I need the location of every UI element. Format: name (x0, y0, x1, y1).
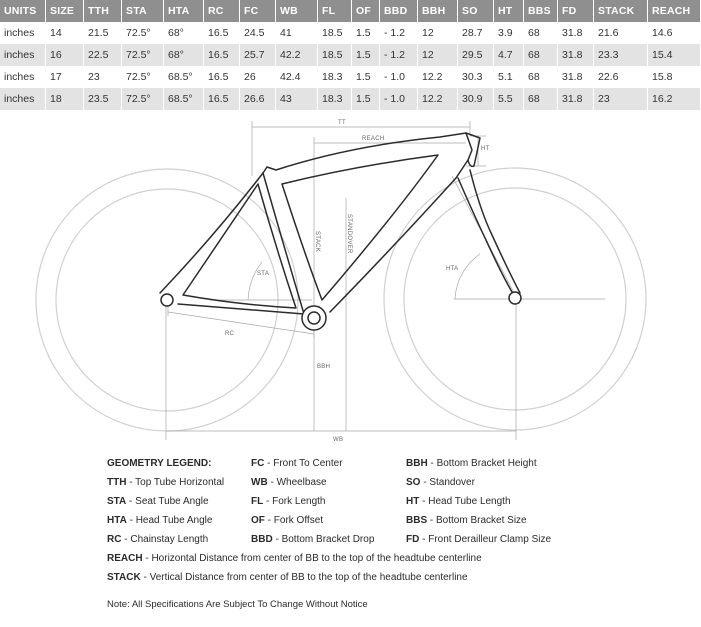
table-cell: 29.5 (458, 44, 494, 66)
table-cell: 15.4 (648, 44, 701, 66)
table-cell: 43 (276, 88, 318, 110)
legend-desc: Head Tube Angle (135, 515, 213, 526)
column-header: REACH (648, 0, 701, 22)
table-cell: 68.5° (164, 88, 204, 110)
legend-abbr: TTH (107, 477, 127, 488)
legend-separator: - (140, 572, 150, 583)
legend-item (406, 533, 551, 547)
legend-desc: Standover (429, 477, 475, 488)
legend-separator: - (264, 458, 274, 469)
table-cell: 16.5 (204, 88, 240, 110)
table-cell: 23.5 (84, 88, 122, 110)
legend-desc: Fork Length (272, 496, 326, 507)
label-wb: WB (333, 437, 344, 443)
legend-separator: - (267, 477, 277, 488)
column-header: BBD (380, 0, 418, 22)
legend-item (107, 495, 209, 509)
table-row (0, 88, 701, 110)
table-cell: 18.3 (318, 66, 352, 88)
legend-item (251, 514, 323, 528)
legend-abbr: HTA (107, 515, 127, 526)
legend-abbr: HT (406, 496, 420, 507)
legend-separator: - (264, 515, 274, 526)
legend-item (251, 533, 374, 547)
legend-abbr: FL (251, 496, 264, 507)
table-cell: inches (0, 88, 46, 110)
table-cell: 18.5 (318, 44, 352, 66)
table-cell: 16.2 (648, 88, 701, 110)
bottom-bracket (302, 306, 326, 330)
column-header: FL (318, 0, 352, 22)
table-cell: 14.6 (648, 22, 701, 44)
legend-item (406, 495, 511, 509)
legend-separator: - (126, 477, 136, 488)
legend-separator: - (142, 553, 152, 564)
table-cell: 31.8 (558, 66, 594, 88)
column-header: HT (494, 0, 524, 22)
table-cell: 4.7 (494, 44, 524, 66)
geometry-table (0, 0, 701, 110)
legend-separator: - (420, 477, 430, 488)
table-cell: 22.6 (594, 66, 648, 88)
table-cell: 18.5 (318, 22, 352, 44)
legend-desc: Front To Center (273, 458, 343, 469)
legend-abbr: FC (251, 458, 265, 469)
table-cell: 23 (594, 88, 648, 110)
table-cell: 12 (418, 22, 458, 44)
table-cell: 42.2 (276, 44, 318, 66)
table-cell: 31.8 (558, 22, 594, 44)
legend-item (107, 476, 224, 490)
legend-item (406, 514, 527, 528)
table-cell: 68 (524, 88, 558, 110)
column-header: HTA (164, 0, 204, 22)
table-cell: 1.5 (352, 88, 380, 110)
legend-item (406, 476, 475, 490)
table-cell: inches (0, 44, 46, 66)
legend-abbr: BBS (406, 515, 428, 526)
table-cell: 26.6 (240, 88, 276, 110)
legend-abbr: OF (251, 515, 265, 526)
legend-abbr: RC (107, 534, 122, 545)
legend-desc: Chainstay Length (130, 534, 209, 545)
label-tt: TT (338, 120, 346, 126)
legend-abbr: REACH (107, 553, 143, 564)
table-cell: 16.5 (204, 44, 240, 66)
table-cell: 72.5° (122, 44, 164, 66)
label-reach: REACH (362, 136, 385, 142)
legend-item (251, 495, 325, 509)
legend-item-wide (107, 552, 482, 566)
column-header: SIZE (46, 0, 84, 22)
table-cell: inches (0, 66, 46, 88)
legend-desc: Horizontal Distance from center of BB to the top of the headtube centerline (151, 553, 482, 564)
legend-desc: Seat Tube Angle (135, 496, 209, 507)
table-cell: 15.8 (648, 66, 701, 88)
legend-desc: Front Derailleur Clamp Size (428, 534, 552, 545)
table-cell: 28.7 (458, 22, 494, 44)
column-header: TTH (84, 0, 122, 22)
column-header: SO (458, 0, 494, 22)
table-cell: 31.8 (558, 88, 594, 110)
legend-separator: - (126, 515, 136, 526)
label-hta: HTA (446, 266, 459, 272)
legend-separator: - (427, 515, 437, 526)
column-header: RC (204, 0, 240, 22)
table-cell: 42.4 (276, 66, 318, 88)
table-cell: 3.9 (494, 22, 524, 44)
table-cell: 1.5 (352, 66, 380, 88)
table-cell: - 1.0 (380, 88, 418, 110)
table-cell: 41 (276, 22, 318, 44)
table-cell: 18 (46, 88, 84, 110)
label-sta: STA (257, 271, 270, 277)
table-cell: 22.5 (84, 44, 122, 66)
legend-separator: - (263, 496, 273, 507)
column-header: OF (352, 0, 380, 22)
legend-desc: Fork Offset (273, 515, 324, 526)
table-row (0, 44, 701, 66)
table-cell: 16 (46, 44, 84, 66)
legend-desc: Bottom Bracket Drop (281, 534, 375, 545)
legend-title: GEOMETRY LEGEND: (107, 458, 212, 469)
table-cell: 14 (46, 22, 84, 44)
table-cell: 25.7 (240, 44, 276, 66)
legend-separator: - (126, 496, 136, 507)
table-body (0, 22, 701, 110)
table-cell: 21.5 (84, 22, 122, 44)
column-header: BBH (418, 0, 458, 22)
legend-item (251, 476, 327, 490)
table-cell: 68 (524, 22, 558, 44)
legend-abbr: WB (251, 477, 268, 488)
legend-desc: Vertical Distance from center of BB to the top of the headtube centerline (149, 572, 468, 583)
legend-separator: - (427, 458, 437, 469)
table-cell: 17 (46, 66, 84, 88)
legend-item (107, 533, 208, 547)
frame-geometry-drawing (0, 109, 681, 449)
table-cell: 72.5° (122, 22, 164, 44)
legend-abbr: BBD (251, 534, 273, 545)
legend-desc: Wheelbase (276, 477, 327, 488)
table-cell: 72.5° (122, 88, 164, 110)
legend-abbr: SO (406, 477, 421, 488)
table-cell: - 1.2 (380, 22, 418, 44)
table-cell: 30.3 (458, 66, 494, 88)
table-cell: 24.5 (240, 22, 276, 44)
table-cell: 23 (84, 66, 122, 88)
table-cell: 5.5 (494, 88, 524, 110)
table-cell: 16.5 (204, 66, 240, 88)
legend-separator: - (272, 534, 282, 545)
legend-separator: - (121, 534, 131, 545)
column-header: WB (276, 0, 318, 22)
table-cell: 21.6 (594, 22, 648, 44)
legend-abbr: STACK (107, 572, 141, 583)
disclaimer-note: Note: All Specifications Are Subject To Change Without Notice (107, 599, 368, 610)
column-header: UNITS (0, 0, 46, 22)
table-cell: 5.1 (494, 66, 524, 88)
legend-abbr: FD (406, 534, 420, 545)
table-cell: 68° (164, 22, 204, 44)
label-stack: STACK (314, 231, 320, 253)
table-cell: 1.5 (352, 22, 380, 44)
legend-item (107, 514, 212, 528)
table-cell: 68.5° (164, 66, 204, 88)
table-cell: 26 (240, 66, 276, 88)
table-cell: 30.9 (458, 88, 494, 110)
legend-abbr: BBH (406, 458, 428, 469)
table-cell: 23.3 (594, 44, 648, 66)
legend-desc: Bottom Bracket Height (436, 458, 537, 469)
table-cell: 31.8 (558, 44, 594, 66)
legend-desc: Head Tube Length (428, 496, 511, 507)
table-cell: 16.5 (204, 22, 240, 44)
label-standover: STANDOVER (346, 214, 352, 254)
legend-separator: - (419, 534, 429, 545)
table-cell: 68 (524, 66, 558, 88)
legend-item (406, 457, 537, 471)
legend-desc: Bottom Bracket Size (436, 515, 527, 526)
legend-separator: - (419, 496, 429, 507)
table-cell: 12.2 (418, 88, 458, 110)
table-header-row (0, 0, 701, 22)
table-cell: - 1.2 (380, 44, 418, 66)
table-row (0, 66, 701, 88)
legend-desc: Top Tube Horizontal (135, 477, 225, 488)
table-cell: inches (0, 22, 46, 44)
label-rc: RC (225, 331, 235, 337)
legend-abbr: STA (107, 496, 127, 507)
table-cell: 68° (164, 44, 204, 66)
table-cell: 1.5 (352, 44, 380, 66)
table-cell: 68 (524, 44, 558, 66)
column-header: BBS (524, 0, 558, 22)
column-header: FC (240, 0, 276, 22)
table-row (0, 22, 701, 44)
legend-item-wide (107, 571, 468, 585)
table-cell: 72.5° (122, 66, 164, 88)
table-cell: 18.3 (318, 88, 352, 110)
column-header: FD (558, 0, 594, 22)
geometry-legend (107, 457, 667, 592)
label-bbh: BBH (317, 364, 331, 370)
column-header: STA (122, 0, 164, 22)
label-ht: HT (481, 146, 490, 152)
column-header: STACK (594, 0, 648, 22)
bike-frame (160, 133, 521, 314)
table-cell: 12.2 (418, 66, 458, 88)
table-cell: - 1.0 (380, 66, 418, 88)
table-cell: 12 (418, 44, 458, 66)
legend-item (251, 457, 343, 471)
